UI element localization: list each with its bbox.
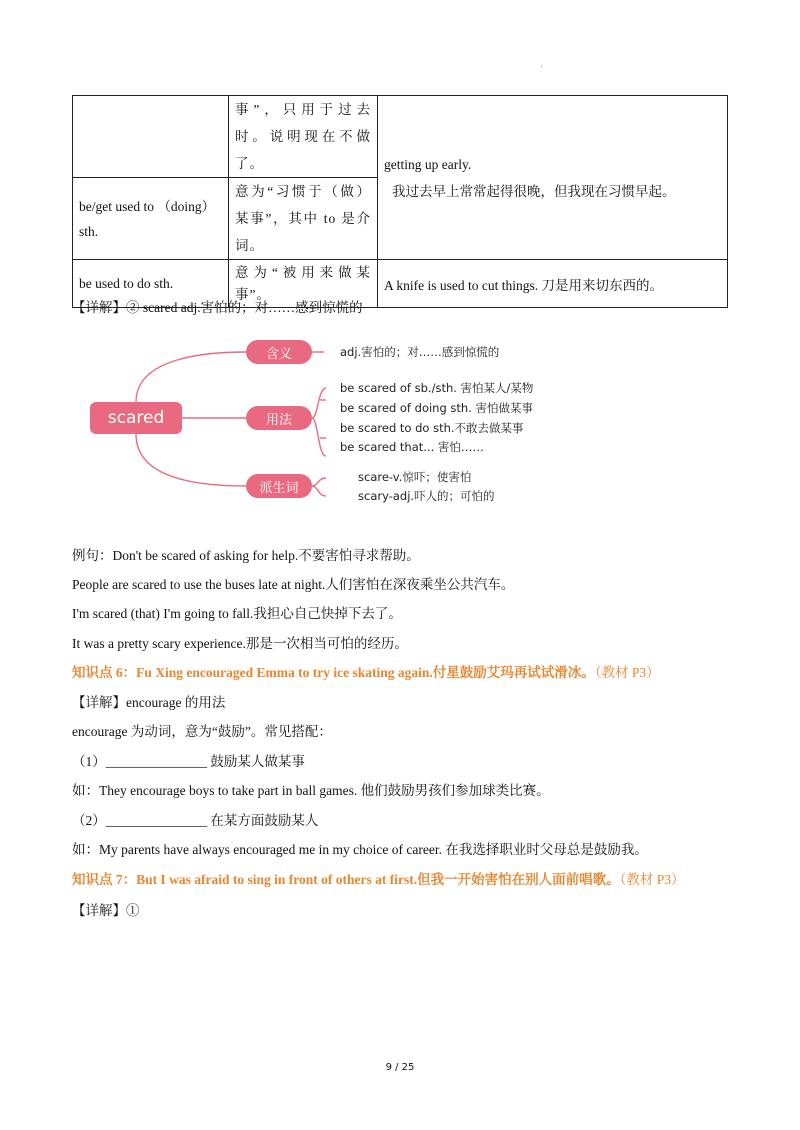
example-sentence: People are scared to use the buses late at night.人们害怕在深夜乘坐公共汽车。	[72, 577, 515, 592]
encourage-example-2: 如：My parents have always encouraged me in my choice of career. 在我选择职业时父母总是鼓励我。	[72, 842, 648, 857]
page-mark: '	[541, 64, 543, 73]
table-cell: be/get used to （doing） sth.	[73, 178, 229, 260]
table-cell: 意为“被用来做某 事”。	[229, 260, 378, 308]
detail-end: 【详解】①	[72, 903, 140, 918]
example-sentence: I'm scared (that) I'm going to fall.我担心自己快掉下去了。	[72, 606, 402, 621]
mindmap-center-node: scared	[90, 402, 182, 434]
knowledge-point-7: 知识点 7：But I was afraid to sing in front of others at first.但我一开始害怕在别人面前唱歌。（教材 P3）	[72, 872, 685, 887]
table-cell: 事”，只用于过去 时。说明现在不做 了。	[229, 96, 378, 178]
mindmap-leaf: be scared to do sth.不敢去做某事	[340, 421, 524, 435]
encourage-intro: encourage 为动词，意为“鼓励”。常见搭配：	[72, 724, 332, 739]
mindmap-branch-derivatives: 派生词	[246, 474, 312, 498]
mindmap-leaf: scary-adj.吓人的；可怕的	[358, 489, 495, 503]
usage-table	[72, 95, 728, 308]
encourage-detail: 【详解】encourage 的用法	[72, 695, 226, 710]
mindmap-leaf: be scared of doing sth. 害怕做某事	[340, 401, 534, 415]
knowledge-point-6: 知识点 6：Fu Xing encouraged Emma to try ice skating again.付星鼓励艾玛再试试滑冰。（教材 P3）	[72, 665, 660, 680]
table-row	[73, 96, 728, 178]
mindmap	[88, 332, 608, 512]
encourage-item-2: （2）_______________ 在某方面鼓励某人	[72, 813, 319, 828]
mindmap-leaf: be scared that... 害怕……	[340, 440, 484, 454]
table-cell: be used to do sth.	[73, 260, 229, 308]
mindmap-leaf: adj.害怕的；对……感到惊慌的	[340, 345, 500, 359]
mindmap-leaf: be scared of sb./sth. 害怕某人/某物	[340, 381, 534, 395]
table-cell: 意为“习惯于（做） 某事”，其中 to 是介 词。	[229, 178, 378, 260]
detail-scared: 【详解】② scared adj.害怕的；对……感到惊慌的	[72, 300, 363, 315]
page-number: 9 / 25	[385, 1062, 415, 1073]
example-sentence: It was a pretty scary experience.那是一次相当可怕的经历。	[72, 636, 408, 651]
mindmap-branch-usage: 用法	[246, 406, 312, 430]
example-sentence: 例句：Don't be scared of asking for help.不要害怕寻求帮助。	[72, 548, 420, 563]
encourage-item-1: （1）_______________ 鼓励某人做某事	[72, 754, 305, 769]
encourage-example-1: 如：They encourage boys to take part in ball games. 他们鼓励男孩们参加球类比赛。	[72, 783, 550, 798]
table-cell	[73, 96, 229, 178]
table-cell: A knife is used to cut things. 刀是用来切东西的。	[378, 260, 728, 308]
table-cell: getting up early. 我过去早上常常起得很晚，但我现在习惯早起。	[378, 96, 728, 260]
mindmap-leaf: scare-v.惊吓；使害怕	[358, 470, 472, 484]
mindmap-branch-meaning: 含义	[246, 340, 312, 364]
